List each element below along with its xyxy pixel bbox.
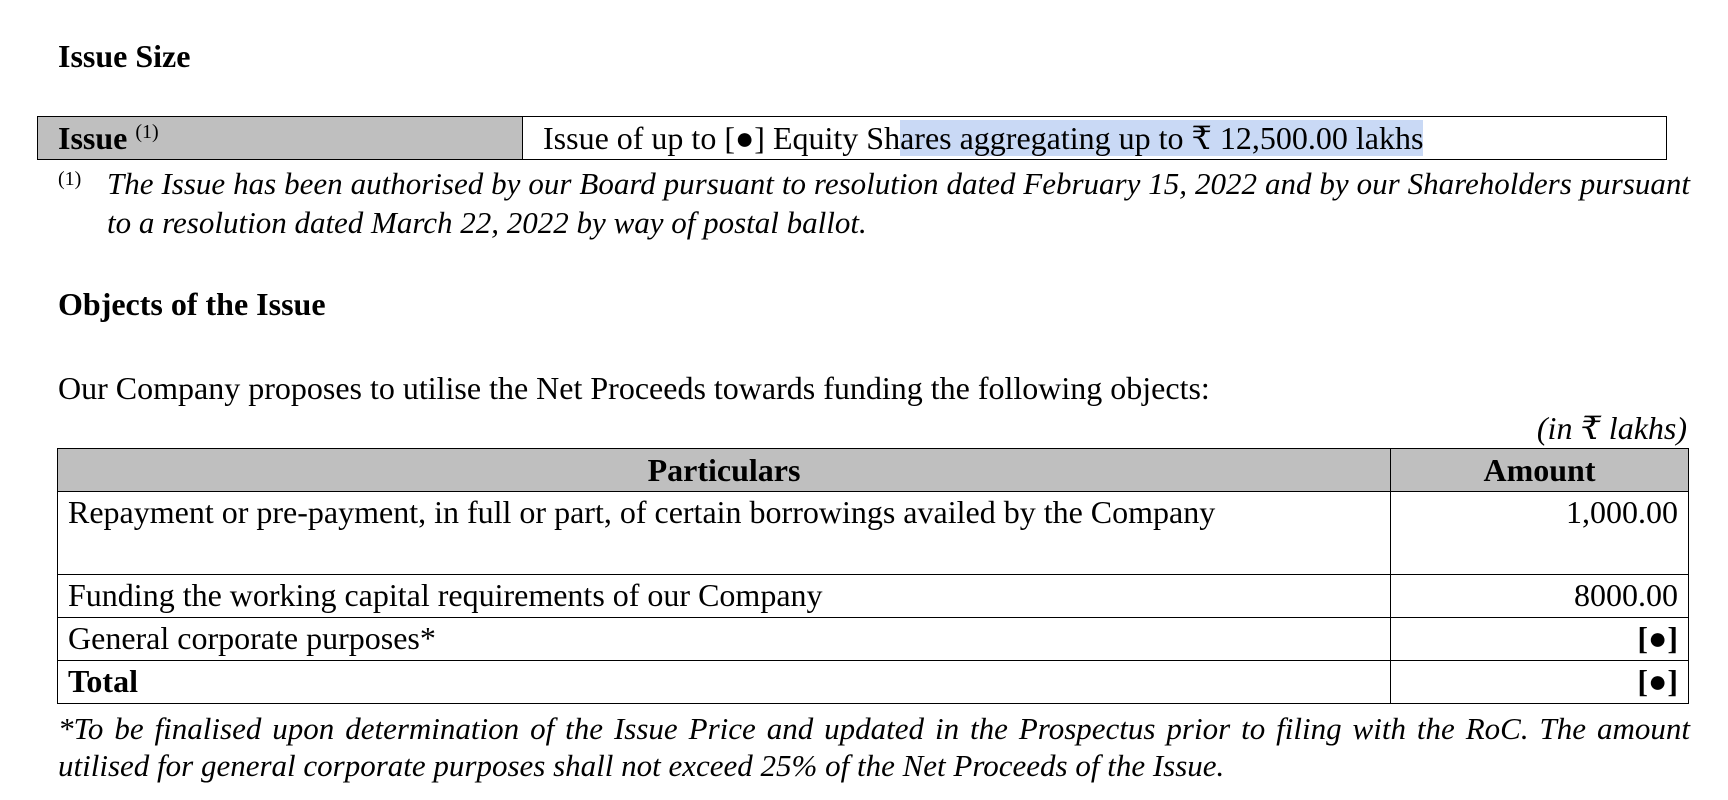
total-row — [58, 661, 1689, 704]
row-particular: Repayment or pre-payment, in full or part, of certain borrowings availed by the Company — [58, 492, 1391, 575]
issue-size-table — [37, 116, 1667, 160]
unit-note: (in ₹ lakhs) — [1536, 410, 1687, 446]
objects-intro: Our Company proposes to utilise the Net Proceeds towards funding the following objects: — [58, 370, 1210, 406]
table-row — [58, 575, 1689, 618]
objects-heading: Objects of the Issue — [58, 286, 326, 322]
row-particular: General corporate purposes* — [58, 618, 1391, 661]
total-amount: [●] — [1391, 661, 1689, 704]
row-amount: 8000.00 — [1391, 575, 1689, 618]
issue-row — [38, 117, 1667, 160]
row-particular: Funding the working capital requirements of our Company — [58, 575, 1391, 618]
row-amount: 1,000.00 — [1391, 492, 1689, 575]
issue-value-cell[interactable] — [523, 117, 1667, 160]
issue-label: Issue — [58, 120, 128, 156]
total-label: Total — [58, 661, 1391, 704]
objects-footnote: *To be finalised upon determination of the Issue Price and updated in the Prospectus prior to filing with the RoC. The amount utilised for general corporate purposes shall not exceed 25% of the Net Proceeds of the Issue. — [58, 711, 1690, 783]
issue-footnote-text: The Issue has been authorised by our Board pursuant to resolution dated February 15, 2022 and by our Shareholders pursuant to a resolution dated March 22, 2022 by way of postal ballot. — [107, 166, 1690, 240]
header-particulars: Particulars — [58, 449, 1391, 492]
issue-label-marker: (1) — [135, 121, 159, 143]
issue-value-text[interactable]: Issue of up to [●] Equity Sh — [543, 120, 901, 156]
table-row — [58, 492, 1689, 575]
objects-table-header — [58, 449, 1689, 492]
issue-label-cell — [38, 117, 523, 160]
header-amount: Amount — [1391, 449, 1689, 492]
selected-text-highlight[interactable]: ares aggregating up to ₹ 12,500.00 lakhs — [900, 120, 1424, 156]
issue-size-heading: Issue Size — [58, 38, 191, 74]
issue-footnote — [58, 164, 1690, 242]
objects-table — [57, 448, 1689, 704]
row-amount: [●] — [1391, 618, 1689, 661]
table-row — [58, 618, 1689, 661]
issue-footnote-marker: (1) — [58, 168, 82, 190]
